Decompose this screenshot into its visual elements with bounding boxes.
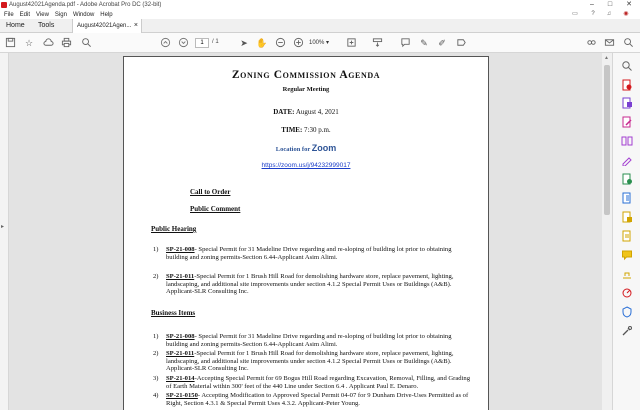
agenda-title: Zoning Commission Agenda [231,69,381,81]
tab-document[interactable] [72,19,142,33]
meeting-location [124,143,488,153]
page-number-input[interactable]: 1 [195,38,209,48]
item-number: 4) [153,392,159,399]
public-hearing-item [153,273,473,296]
compress-pdf-icon[interactable] [621,191,633,203]
create-pdf-icon[interactable] [621,96,633,108]
tab-document-label: August42021Agen... [77,23,132,29]
menu-view[interactable]: View [36,11,49,18]
location-prefix: Location for [275,146,311,153]
search-panel-icon[interactable] [621,59,633,71]
fill-sign-icon[interactable] [621,153,633,165]
right-tools-panel [612,53,640,410]
zoom-out-icon[interactable] [274,37,286,49]
item-text: -Accepting Special Permit for 69 Bogus Hill Road regarding Excavation, Removal, Filling, and Grading of Earth Material within 300' feet of the 440 Line under Section 6.4 . Applicant Paul E. Denaro. [166,375,470,390]
maximize-button[interactable]: □ [607,1,613,8]
save-icon[interactable] [4,37,16,49]
business-item [153,350,473,373]
item-number: 2) [153,273,159,280]
document-view[interactable] [9,53,602,410]
tab-home[interactable]: Home [6,22,25,29]
fit-page-icon[interactable] [345,37,357,49]
comment-icon[interactable] [399,37,411,49]
cloud-upload-icon[interactable] [42,37,54,49]
permit-code: SP-21-011 [166,273,195,280]
meeting-type: Regular Meeting [282,86,330,93]
menu-edit[interactable]: Edit [19,11,31,18]
item-number: 3) [153,375,159,382]
meeting-time [124,126,488,134]
menu-file[interactable]: File [4,11,14,18]
pdf-page [123,56,489,410]
highlight-pen-icon[interactable]: ✎ [420,38,428,48]
bookmark-star-icon[interactable]: ☆ [24,38,34,48]
menu-bar [0,10,640,19]
date-label: DATE: [273,108,295,116]
acrobat-app-icon [1,2,7,8]
menu-window[interactable]: Window [72,11,95,18]
item-number: 1) [153,246,159,253]
tab-tools[interactable]: Tools [38,22,55,29]
scrollbar-thumb[interactable] [604,65,610,215]
hand-tool-icon[interactable]: ✋ [256,38,268,48]
zoom-link[interactable]: https://zoom.us/j/94232999017 [261,162,351,169]
left-navigation-panel[interactable] [0,53,9,410]
public-comment: Public Comment [190,205,241,213]
close-tab-icon[interactable]: × [133,22,138,29]
expand-left-panel-icon[interactable]: ▸ [1,224,5,230]
security-shield-icon[interactable] [621,305,633,317]
prepare-form-icon[interactable] [621,229,633,241]
help-icon[interactable]: ? [591,11,595,17]
menu-sign[interactable]: Sign [54,11,67,18]
minimize-button[interactable]: – [590,1,594,8]
business-item [153,333,473,348]
edit-pdf-icon[interactable] [621,115,633,127]
select-cursor-icon[interactable]: ➤ [240,38,248,48]
measure-icon[interactable] [621,286,633,298]
time-label: TIME: [281,126,303,134]
time-value: 7:30 p.m. [304,126,331,134]
public-hearing-heading: Public Hearing [151,225,197,233]
previous-page-icon[interactable] [159,37,171,49]
share-link-icon[interactable] [585,37,597,49]
tab-bar [0,19,640,33]
stamp-panel-icon[interactable] [621,267,633,279]
organize-pages-icon[interactable] [621,134,633,146]
draw-icon[interactable]: ✐ [438,38,446,48]
permit-code: SP-21-008 [166,246,195,253]
main-toolbar [0,33,640,53]
close-window-button[interactable]: ✕ [626,1,632,8]
vertical-scrollbar[interactable] [602,53,612,410]
find-icon[interactable] [80,37,92,49]
print-icon[interactable] [60,37,72,49]
scroll-mode-icon[interactable] [371,37,383,49]
more-tools-icon[interactable] [621,324,633,336]
item-number: 2) [153,350,159,357]
item-text: - Special Permit for 31 Madeline Drive regarding and re-sloping of building lot prior to obtaining building and zoning permits-Section 6.44-Applicant Asim Alimi. [166,246,452,261]
protect-icon[interactable] [621,210,633,222]
business-item [153,392,473,407]
permit-code: SP-21-014 [166,375,195,382]
send-for-signature-icon[interactable] [621,172,633,184]
zoom-level-value: 100% [309,40,325,46]
permit-code: SP-21-008 [166,333,195,340]
window-title: August42021Agenda.pdf - Adobe Acrobat Pro DC (32-bit) [9,2,162,8]
business-item [153,375,473,390]
title-bar [0,0,640,10]
business-items-heading: Business Items [151,309,196,317]
item-text: - Accepting Modification to Approved Special Permit 04-07 for 9 Dunham Drive-Uses Permitted as of Right, Section 4.3.1 & Special Permit Uses 4.3.2. Applicant-Peter Young. [166,392,469,407]
notifications-icon[interactable]: ♫ [606,11,612,17]
zoom-level-select[interactable]: 100% ▾ [309,40,330,46]
date-value: August 4, 2021 [295,108,339,116]
account-icon[interactable]: ◉ [623,11,629,17]
item-text: -Special Permit for 1 Brush Hill Road for demolishing hardware store, replace pavement, lighting, landscaping, and additional site improvements under section 4.1.2 Special Permit Uses or Buildings (A&B). Applicant-SLR Consulting Inc. [166,273,454,296]
email-icon[interactable] [603,37,615,49]
zoom-in-icon[interactable] [292,37,304,49]
permit-code: SP-21-0150 [166,392,198,399]
search-tools-icon[interactable] [622,37,634,49]
stamp-icon[interactable] [455,37,467,49]
public-hearing-item [153,246,473,261]
meeting-date [124,108,488,116]
permit-code: SP-21-011 [166,350,195,357]
chat-icon[interactable]: ▭ [572,11,578,17]
next-page-icon[interactable] [177,37,189,49]
export-pdf-icon[interactable] [621,78,633,90]
scroll-up-icon[interactable]: ▲ [604,55,609,61]
menu-help[interactable]: Help [100,11,113,18]
comment-panel-icon[interactable] [621,248,633,260]
call-to-order: Call to Order [190,188,231,196]
zoom-wordmark: Zoom [311,143,337,153]
item-text: - Special Permit for 31 Madeline Drive regarding and re-sloping of building lot prior to obtaining building and zoning permits-Section 6.44-Applicant Asim Alimi. [166,333,452,348]
item-number: 1) [153,333,159,340]
item-text: -Special Permit for 1 Brush Hill Road for demolishing hardware store, replace pavement, lighting, landscaping, and additional site improvements under section 4.1.2 Special Permit Uses or Buildings (A&B). Applicant-SLR Consulting Inc. [166,350,454,373]
page-total: / 1 [212,39,219,45]
